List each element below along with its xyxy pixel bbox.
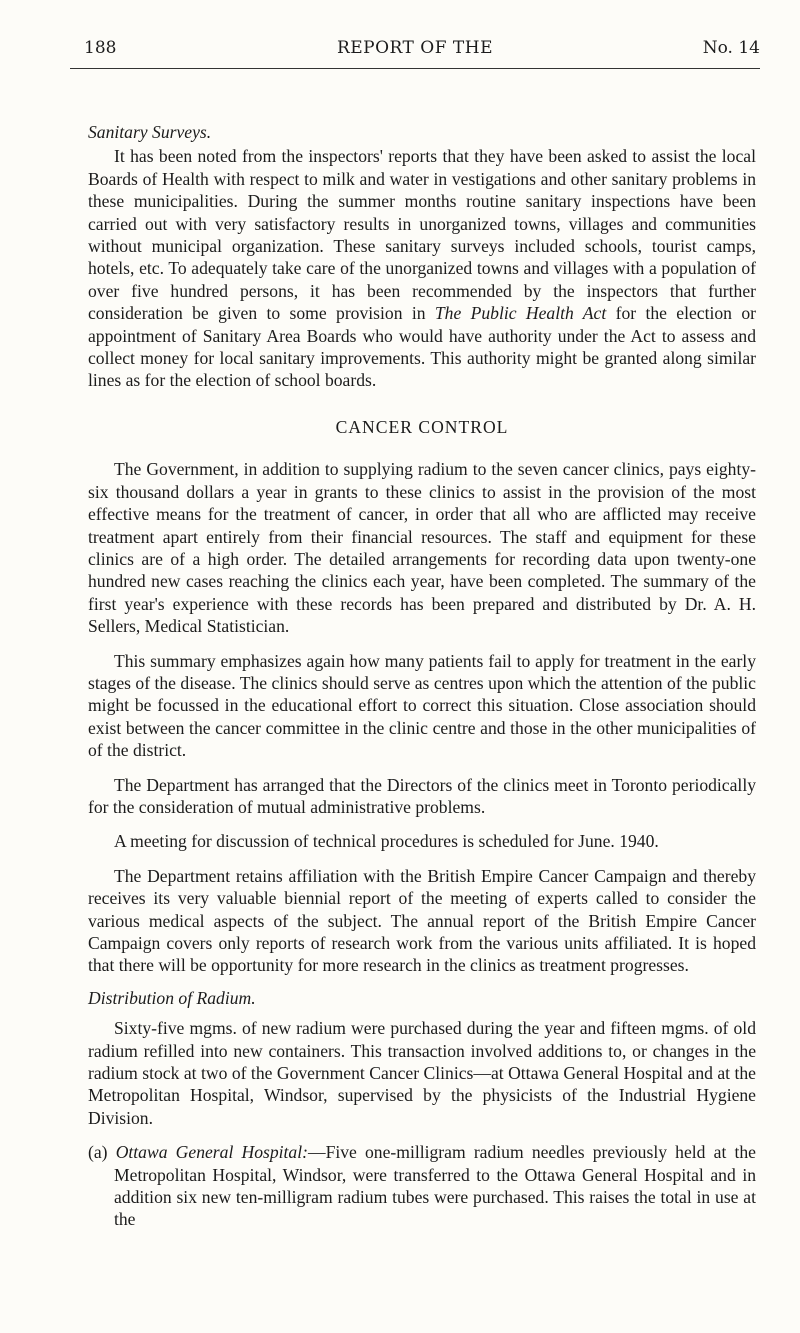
- issue-number: No. 14: [702, 38, 760, 58]
- radium-paragraph-1: Sixty-five mgms. of new radium were purchased during the year and fifteen mgms. of old radium refilled into new containers. This transaction involved additions to, or changes in the radium stock at two of the Government Cancer Clinics—at Ottawa General Hospital and at the Metropolitan Hospital, Windsor, supervised by the physicists of the Industrial Hygiene Division.: [88, 1018, 756, 1128]
- sanitary-text-part1: It has been noted from the inspectors' reports that they have been asked to assist the local Boards of Health with respect to milk and water in vestigations and other sanitary problems in these municipalities. During the summer months routine sanitary inspections have been carried out with very satisfactory results in unorganized towns, villages and communities without municipal organization. These sanitary surveys included schools, tourist camps, hotels, etc. To adequately take care of the unorganized towns and villages with a population of over five hundred persons, it has been recommended by the inspectors that further consideration be given to some provision in: [88, 146, 756, 324]
- ottawa-hospital-name: Ottawa General Hospital:: [115, 1142, 308, 1163]
- cancer-control-title: CANCER CONTROL: [335, 416, 509, 437]
- cancer-paragraph-5: The Department retains affiliation with the British Empire Cancer Campaign and thereby receives its very valuable biennial report of the meeting of experts called to consider the various medical aspects of the subject. The annual report of the British Empire Cancer Campaign covers only reports of research work from the various units affiliated. It is hoped that there will be opportunity for more research in the clinics as treatment progresses.: [88, 865, 756, 976]
- cancer-paragraph-2: This summary emphasizes again how many patients fail to apply for treatment in the early stages of the disease. The clinics should serve as centres upon which the attention of the public might be focussed in the educational effort to correct this situation. Close association should exist between the cancer committee in the clinic centre and those in the other municipalities of of the district.: [88, 650, 756, 761]
- public-health-act-title: The Public Health Act: [434, 303, 607, 324]
- page-header: [70, 28, 760, 69]
- page-body: [70, 121, 760, 1231]
- radium-distribution-heading: Distribution of Radium.: [88, 987, 256, 1008]
- sanitary-paragraph: [88, 145, 756, 391]
- cancer-paragraph-4: A meeting for discussion of technical procedures is scheduled for June. 1940.: [114, 831, 659, 852]
- radium-item-a: [88, 1141, 756, 1231]
- sanitary-surveys-heading: Sanitary Surveys.: [88, 122, 212, 142]
- sanitary-text-part2: for the election or appointment of Sanitary Area Boards who would have authority under the Act to assess and collect money for local sanitary improvements. This authority might be granted along similar lines as for the election of school boards.: [88, 303, 756, 391]
- item-a-text: —Five one-milligram radium needles previously held at the Metropolitan Hospital, Windsor, were transferred to the Ottawa General Hospital and in addition six new ten-milligram radium tubes were purchased. This raises the total in use at the: [114, 1142, 756, 1230]
- cancer-paragraph-3: The Department has arranged that the Directors of the clinics meet in Toronto periodically for the consideration of mutual administrative problems.: [88, 774, 756, 817]
- cancer-paragraph-1: The Government, in addition to supplying radium to the seven cancer clinics, pays eighty-six thousand dollars a year in grants to these clinics to assist in the provision of the most effective means for the treatment of cancer, in order that all who are afflicted may receive treatment apart entirely from their financial resources. The staff and equipment for these clinics are of a high order. The detailed arrangements for recording data upon twenty-one hundred new cases reaching the clinics each year, have been completed. The summary of the first year's experience with these records has been prepared and distributed by Dr. A. H. Sellers, Medical Statistician.: [88, 459, 756, 637]
- document-page: [70, 28, 760, 1231]
- running-title: REPORT OF THE: [336, 38, 494, 58]
- item-a-label: (a): [88, 1142, 116, 1163]
- page-number: 188: [84, 38, 117, 58]
